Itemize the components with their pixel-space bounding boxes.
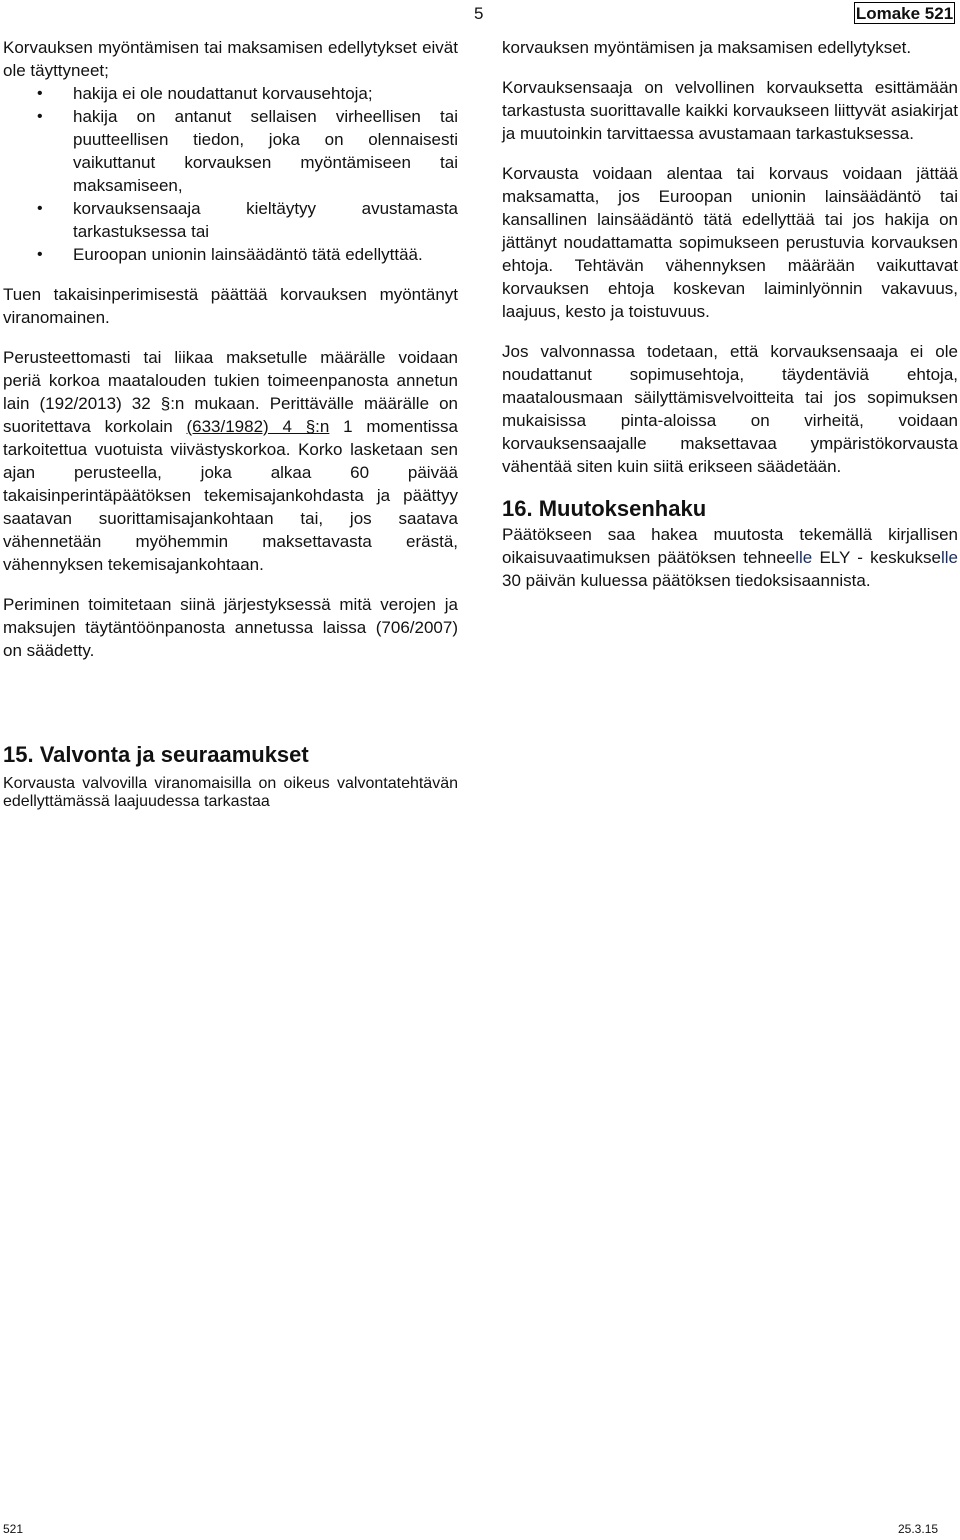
continuation-paragraph: korvauksen myöntämisen ja maksamisen edellytykset.: [502, 38, 912, 57]
intro-paragraph: Korvauksen myöntämisen tai maksamisen edellytykset eivät ole täyttyneet;: [3, 38, 458, 80]
list-item-text: Euroopan unionin lainsäädäntö tätä edellyttää.: [73, 245, 423, 264]
list-item-text: hakija ei ole noudattanut korvausehtoja;: [73, 84, 373, 103]
deduction-paragraph: Jos valvonnassa todetaan, että korvauksensaaja ei ole noudattanut sopimusehtoja, täydentäviä ehtoja, maatalousmaan säilyttämisvelvoitteita tai jos sopimuksen mukaisissa pinta-aloissa on virheitä, voidaan korvauksensaajalle maksettavaa ympäristökorvausta vähentää siten kuin siitä erikseen säädetään.: [502, 342, 958, 476]
obligation-paragraph: Korvauksensaaja on velvollinen korvauksetta esittämään tarkastusta suorittavalle kaikki korvaukseen liittyvät asiakirjat ja muutoinkin tarvittaessa avustamaan tarkastuksessa.: [502, 78, 958, 143]
footer-date: 25.3.15: [898, 1522, 939, 1536]
list-item: [3, 82, 458, 105]
collection-paragraph: Periminen toimitetaan siinä järjestyksessä mitä verojen ja maksujen täytäntöönpanosta annetussa laissa (706/2007) on säädetty.: [3, 595, 458, 660]
section-16-heading: 16. Muutoksenhaku: [502, 496, 707, 521]
section-15-heading: 15. Valvonta ja seuraamukset: [3, 742, 309, 767]
right-column: [502, 36, 958, 609]
bullet-icon: •: [37, 108, 43, 125]
appeal-text-3: 30 päivän kuluessa päätöksen tiedoksisaannista.: [502, 571, 871, 590]
left-column: [3, 36, 458, 679]
interest-text-1: Perusteettomasti tai liikaa maksetulle määrälle voidaan periä korkoa maatalouden tukien toimeenpanosta annetun lain (192/2013) 32 §:n mukaan. Perittävälle määrälle on suoritettava korkolain: [3, 348, 458, 436]
section-15-body: Korvausta valvovilla viranomaisilla on oikeus valvontatehtävän edellyttämässä laajuudessa tarkastaa: [3, 775, 458, 810]
appeal-text-1: Päätökseen saa hakea muutosta tekemällä kirjallisen oikaisuvaatimuksen päätöksen tehnee: [502, 525, 958, 567]
interest-text-2: 1 momentissa tarkoitettua vuotuista viivästyskorkoa. Korko lasketaan sen ajan perusteella, joka alkaa 60 päivää takaisinperintäpäätöksen tekemisajankohdasta ja päättyy saatavan suorittamisajankohtaan tai, jos saatava vähennetään myöhemmin maksettavasta erästä, vähennyksen tekemisajankohtaan.: [3, 417, 458, 574]
list-item: [3, 197, 458, 243]
list-item: [3, 105, 458, 197]
interest-paragraph: [3, 346, 458, 576]
appeal-text-link-1: lle: [795, 548, 813, 567]
bullet-icon: •: [37, 200, 43, 217]
appeal-text-link-2: lle: [940, 548, 958, 567]
interest-law-link[interactable]: (633/1982) 4 §:n: [186, 417, 330, 436]
section-16-body: [502, 523, 958, 592]
reduction-paragraph: Korvausta voidaan alentaa tai korvaus voidaan jättää maksamatta, jos Euroopan unionin lainsäädäntö tai kansallinen lainsäädäntö tätä edellyttää tai jos hakija on jättänyt noudattamatta sopimukseen perustuvia korvauksen ehtoja. Tehtävän vähennyksen määrään vaikuttavat korvauksen ehtoja koskevan laiminlyönnin vakavuus, laajuus, kesto ja toistuvuus.: [502, 164, 958, 321]
appeal-text-2: ELY - keskukse: [812, 548, 941, 567]
list-item: [3, 243, 458, 266]
list-item-text: hakija on antanut sellaisen virheellisen tai puutteellisen tiedon, joka on olennaisesti vaikuttanut korvauksen myöntämiseen tai maksamiseen,: [73, 107, 458, 195]
list-item-text: korvauksensaaja kieltäytyy avustamasta tarkastuksessa tai: [73, 199, 458, 241]
recovery-paragraph: Tuen takaisinperimisestä päättää korvauksen myöntänyt viranomainen.: [3, 285, 458, 327]
footer-form-code: 521: [3, 1522, 24, 1536]
page-number: 5: [474, 4, 484, 23]
form-badge: Lomake 521: [855, 4, 954, 23]
bullet-icon: •: [37, 246, 43, 263]
conditions-list: [3, 82, 458, 266]
bullet-icon: •: [37, 85, 43, 102]
